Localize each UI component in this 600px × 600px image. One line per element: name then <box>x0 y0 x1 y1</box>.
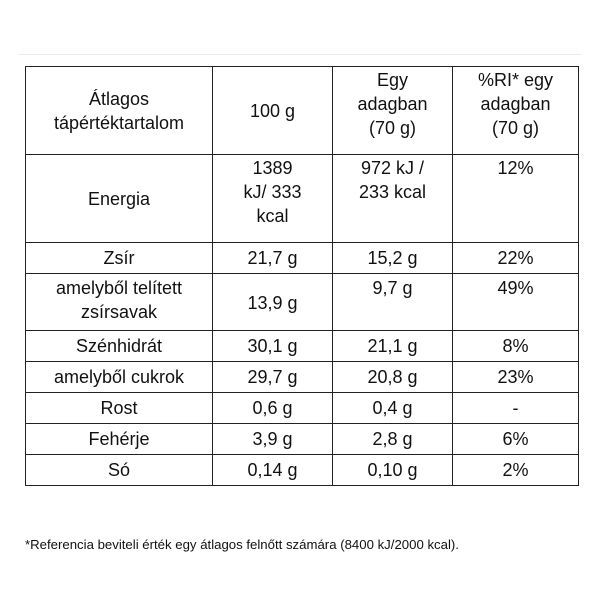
table-row <box>26 155 579 243</box>
cell-ri-percent: - <box>453 393 579 424</box>
row-label: Rost <box>26 393 213 424</box>
cell-per-100g: 29,7 g <box>213 362 333 393</box>
cell-per-100g: 0,6 g <box>213 393 333 424</box>
row-label: Zsír <box>26 243 213 274</box>
header-ri-percent: %RI* egy adagban (70 g) <box>453 67 579 155</box>
cell-per-portion: 15,2 g <box>333 243 453 274</box>
table-row <box>26 424 579 455</box>
table-row <box>26 274 579 331</box>
cell-per-100g: 3,9 g <box>213 424 333 455</box>
table-row <box>26 331 579 362</box>
cell-per-portion: 0,10 g <box>333 455 453 486</box>
cell-per-100g: 0,14 g <box>213 455 333 486</box>
cell-ri-percent: 23% <box>453 362 579 393</box>
cell-ri-percent: 49% <box>453 274 579 331</box>
cell-per-100g: 30,1 g <box>213 331 333 362</box>
cell-per-portion: 9,7 g <box>333 274 453 331</box>
cell-per-100g: 1389 kJ/ 333 kcal <box>213 155 333 243</box>
cell-ri-percent: 2% <box>453 455 579 486</box>
table-row <box>26 393 579 424</box>
cell-per-portion: 2,8 g <box>333 424 453 455</box>
footnote: *Referencia beviteli érték egy átlagos felnőtt számára (8400 kJ/2000 kcal). <box>25 537 459 552</box>
cell-per-portion: 0,4 g <box>333 393 453 424</box>
table-row <box>26 243 579 274</box>
cell-per-portion: 20,8 g <box>333 362 453 393</box>
cell-per-portion: 21,1 g <box>333 331 453 362</box>
row-label: Fehérje <box>26 424 213 455</box>
row-label: Só <box>26 455 213 486</box>
header-per-portion: Egy adagban (70 g) <box>333 67 453 155</box>
table-row <box>26 362 579 393</box>
header-per-100g: 100 g <box>213 67 333 155</box>
top-divider <box>18 54 582 55</box>
header-nutrient: Átlagos tápértéktartalom <box>26 67 213 155</box>
cell-ri-percent: 22% <box>453 243 579 274</box>
row-label: amelyből cukrok <box>26 362 213 393</box>
table-row <box>26 455 579 486</box>
table-header-row <box>26 67 579 155</box>
cell-per-100g: 21,7 g <box>213 243 333 274</box>
cell-per-100g: 13,9 g <box>213 274 333 331</box>
row-label: amelyből telített zsírsavak <box>26 274 213 331</box>
cell-ri-percent: 12% <box>453 155 579 243</box>
cell-ri-percent: 8% <box>453 331 579 362</box>
row-label: Energia <box>26 155 213 243</box>
nutrition-table <box>25 66 579 486</box>
cell-ri-percent: 6% <box>453 424 579 455</box>
row-label: Szénhidrát <box>26 331 213 362</box>
cell-per-portion: 972 kJ / 233 kcal <box>333 155 453 243</box>
